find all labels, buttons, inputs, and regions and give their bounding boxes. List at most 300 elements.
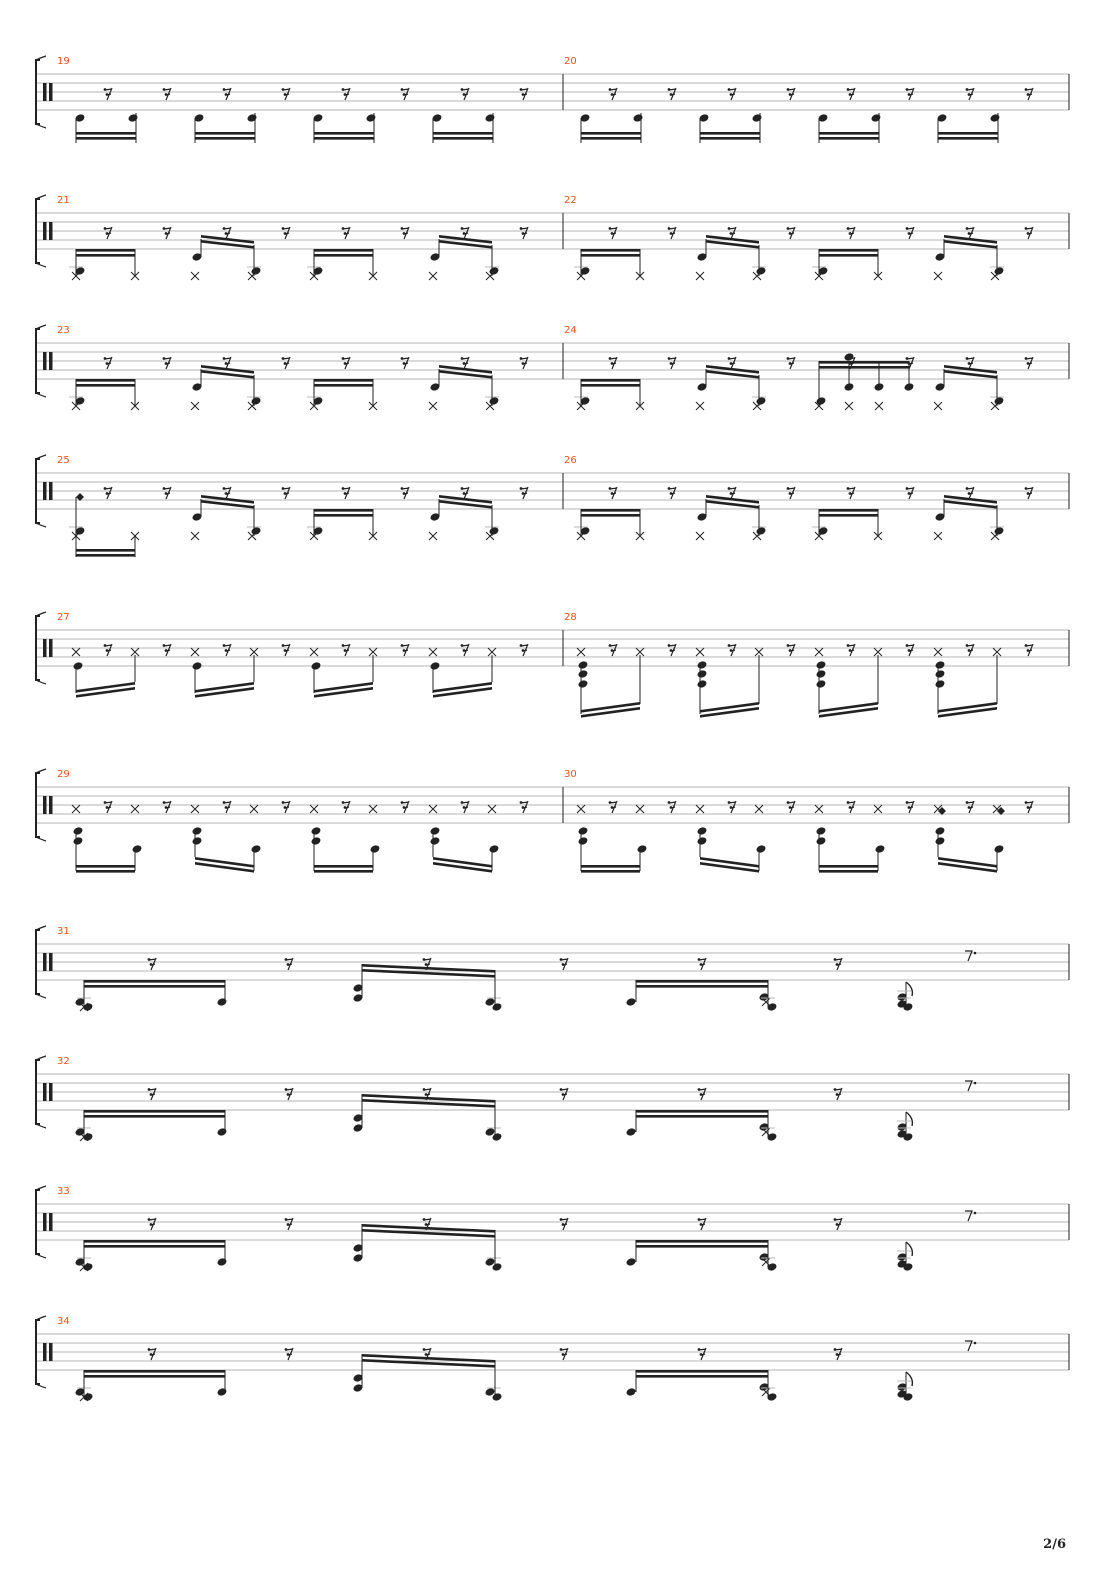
note-head — [430, 661, 441, 671]
bracket-hook — [36, 1254, 46, 1258]
x-note-head — [845, 402, 853, 410]
bracket-hook — [36, 1316, 46, 1320]
bracket-hook — [36, 523, 46, 527]
rest-dot — [1025, 357, 1028, 360]
rest-dot — [908, 232, 911, 235]
x-note-head — [991, 532, 999, 540]
rest-dot — [670, 232, 673, 235]
rest-dot — [700, 1093, 703, 1096]
rest-dot — [150, 1093, 153, 1096]
x-note-head — [310, 805, 318, 813]
percussion-clef-bar — [43, 1083, 47, 1101]
measure-number: 24 — [564, 325, 577, 336]
x-note-head — [429, 648, 437, 656]
note-head — [311, 826, 322, 836]
rest-dot — [836, 1093, 839, 1096]
rest-dot — [611, 492, 614, 495]
rest-dot — [847, 801, 850, 804]
rest-dot — [282, 487, 285, 490]
rest-dot — [1025, 88, 1028, 91]
rest-dot — [223, 801, 226, 804]
rest-dot — [908, 649, 911, 652]
x-note-head — [248, 532, 256, 540]
x-note-head — [369, 805, 377, 813]
rest-dot — [148, 1088, 151, 1091]
staff-system — [36, 1056, 1069, 1142]
rest-dot — [522, 806, 525, 809]
x-note-head — [429, 272, 437, 280]
rest-dot — [728, 801, 731, 804]
note-beam — [819, 870, 878, 873]
x-note-head — [486, 532, 494, 540]
note-beam — [636, 1115, 768, 1118]
x-note-head — [131, 648, 139, 656]
note-beam — [636, 1110, 768, 1113]
note-beam — [636, 980, 768, 983]
note-head — [73, 661, 84, 671]
rest-dot — [282, 227, 285, 230]
rest-dot — [401, 644, 404, 647]
note-beam — [581, 384, 640, 387]
measure-number: 34 — [57, 1316, 70, 1327]
rest-dot — [730, 649, 733, 652]
rest-dot — [401, 357, 404, 360]
note-head — [626, 1127, 637, 1137]
bracket-hook — [36, 680, 46, 684]
rest-dot — [836, 963, 839, 966]
note-head — [816, 679, 827, 689]
rest-dot — [282, 88, 285, 91]
note-beam — [76, 870, 135, 873]
rest-dot — [968, 492, 971, 495]
rest-dot — [104, 487, 107, 490]
x-note-head — [191, 805, 199, 813]
x-note-head — [488, 648, 496, 656]
note-head — [935, 669, 946, 679]
note-beam — [819, 509, 878, 512]
rest-dot — [787, 357, 790, 360]
note-beam — [581, 514, 640, 517]
rest-dot — [849, 93, 852, 96]
rest-dot — [847, 644, 850, 647]
x-note-head — [815, 648, 823, 656]
rest-dot — [520, 644, 523, 647]
note-beam — [433, 137, 493, 140]
rest-dot — [165, 362, 168, 365]
rest-dot — [225, 806, 228, 809]
rest-dot — [730, 93, 733, 96]
note-head — [697, 836, 708, 846]
x-note-head — [696, 648, 704, 656]
note-head — [128, 113, 139, 123]
note-head — [370, 844, 381, 854]
rest-dot — [906, 487, 909, 490]
rest-dot — [104, 801, 107, 804]
rest-dot — [225, 93, 228, 96]
x-note-head — [696, 272, 704, 280]
note-beam — [314, 509, 373, 512]
note-head — [366, 113, 377, 123]
note-head — [935, 679, 946, 689]
rest-dot — [670, 362, 673, 365]
rest-dot — [461, 644, 464, 647]
note-beam — [581, 870, 640, 873]
rest-dot — [700, 1353, 703, 1356]
measure-number: 32 — [57, 1056, 70, 1067]
rest-dot — [520, 801, 523, 804]
note-beam — [76, 137, 136, 140]
rest-dot — [847, 227, 850, 230]
x-note-head — [874, 648, 882, 656]
note-head — [994, 526, 1005, 536]
rest-dot — [284, 93, 287, 96]
note-head — [430, 836, 441, 846]
rest-dot — [698, 1218, 701, 1221]
rest-dot — [223, 644, 226, 647]
rest-dot — [165, 492, 168, 495]
note-beam — [314, 865, 373, 868]
note-head — [871, 113, 882, 123]
rest-dot — [287, 1093, 290, 1096]
rest-dot — [163, 227, 166, 230]
bracket-hook — [36, 195, 46, 199]
bracket-hook — [36, 1124, 46, 1128]
rest-dot — [163, 487, 166, 490]
note-head — [489, 844, 500, 854]
staff-system — [36, 455, 1069, 557]
bracket-hook — [36, 1384, 46, 1388]
rest-dot — [287, 1353, 290, 1356]
note-beam — [195, 132, 255, 135]
note-beam — [84, 1240, 225, 1243]
staff-system — [36, 56, 1069, 143]
rest-dot — [423, 1088, 426, 1091]
rest-dot — [968, 649, 971, 652]
note-head — [756, 396, 767, 406]
rest-dot — [789, 492, 792, 495]
rest-dot — [223, 227, 226, 230]
rest-dot — [165, 649, 168, 652]
rest-dot — [787, 227, 790, 230]
note-beam — [819, 514, 878, 517]
note-head — [251, 266, 262, 276]
rest-dot — [974, 952, 977, 955]
note-beam — [84, 980, 225, 983]
rest-dot — [163, 801, 166, 804]
note-beam — [84, 1375, 225, 1378]
staff-system — [36, 612, 1069, 718]
rest-dot — [150, 963, 153, 966]
rest-dot — [403, 806, 406, 809]
rest-dot — [787, 88, 790, 91]
rest-dot — [1027, 492, 1030, 495]
rest-dot — [611, 806, 614, 809]
note-beam — [581, 249, 640, 252]
rest-dot — [522, 362, 525, 365]
note-head — [697, 679, 708, 689]
rest-dot — [560, 1218, 563, 1221]
rest-dot — [148, 1218, 151, 1221]
rest-dot — [342, 644, 345, 647]
rest-dot — [285, 1218, 288, 1221]
rest-dot — [403, 492, 406, 495]
x-note-head — [755, 805, 763, 813]
x-note-head — [429, 805, 437, 813]
note-beam — [433, 132, 493, 135]
rest-dot — [670, 806, 673, 809]
rest-dot — [342, 487, 345, 490]
rest-dot — [609, 88, 612, 91]
x-note-head — [875, 402, 883, 410]
rest-dot — [401, 801, 404, 804]
rest-dot — [1027, 649, 1030, 652]
rest-dot — [165, 93, 168, 96]
rest-dot — [106, 232, 109, 235]
rest-dot — [425, 963, 428, 966]
percussion-clef-bar — [49, 83, 53, 101]
note-beam — [84, 1115, 225, 1118]
rest-dot — [522, 649, 525, 652]
bracket-hook — [36, 837, 46, 841]
note-head — [217, 1127, 228, 1137]
rest-dot — [834, 1218, 837, 1221]
rest-dot — [974, 1212, 977, 1215]
rest-dot — [906, 227, 909, 230]
note-beam — [700, 132, 760, 135]
percussion-clef-bar — [43, 796, 47, 814]
measure-number: 33 — [57, 1186, 70, 1197]
note-beam — [76, 132, 136, 135]
rest-dot — [520, 227, 523, 230]
measure-number: 28 — [564, 612, 577, 623]
percussion-clef-bar — [49, 639, 53, 657]
rest-dot — [611, 362, 614, 365]
rest-dot — [423, 958, 426, 961]
note-head — [816, 669, 827, 679]
x-note-head — [696, 402, 704, 410]
percussion-clef-bar — [49, 1083, 53, 1101]
rest-dot — [849, 649, 852, 652]
note-beam — [76, 249, 135, 252]
note-beam — [819, 865, 878, 868]
staff-system — [36, 195, 1069, 280]
note-beam — [76, 549, 135, 552]
note-head — [192, 661, 203, 671]
note-head — [578, 669, 589, 679]
rest-dot — [285, 958, 288, 961]
note-head — [192, 826, 203, 836]
note-head — [73, 826, 84, 836]
rest-dot — [463, 806, 466, 809]
note-beam — [314, 249, 373, 252]
note-head — [192, 836, 203, 846]
note-head — [756, 844, 767, 854]
percussion-clef-bar — [43, 953, 47, 971]
bracket-hook — [36, 124, 46, 128]
note-beam — [938, 137, 998, 140]
rest-dot — [968, 93, 971, 96]
rest-dot — [520, 487, 523, 490]
rest-dot — [225, 362, 228, 365]
rest-dot — [668, 644, 671, 647]
note-flag — [906, 1372, 912, 1386]
rest-dot — [342, 88, 345, 91]
measure-number: 27 — [57, 612, 70, 623]
rest-dot — [104, 644, 107, 647]
rest-dot — [165, 806, 168, 809]
note-head — [311, 661, 322, 671]
x-note-head — [486, 402, 494, 410]
bracket-hook — [36, 325, 46, 329]
percussion-clef-bar — [49, 222, 53, 240]
rest-dot — [403, 232, 406, 235]
rest-dot — [966, 487, 969, 490]
measure-number: 23 — [57, 325, 70, 336]
x-note-head — [991, 402, 999, 410]
rest-dot — [425, 1093, 428, 1096]
rest-dot — [284, 492, 287, 495]
rest-dot — [1027, 93, 1030, 96]
note-head — [994, 844, 1005, 854]
x-note-head — [934, 648, 942, 656]
rest-dot — [560, 1348, 563, 1351]
note-head — [489, 526, 500, 536]
x-note-head — [696, 532, 704, 540]
rest-dot — [1025, 487, 1028, 490]
note-beam — [314, 379, 373, 382]
rest-dot — [463, 492, 466, 495]
rest-dot — [730, 232, 733, 235]
x-note-head — [753, 402, 761, 410]
note-flag — [906, 1112, 912, 1126]
note-head — [626, 1257, 637, 1267]
rest-dot — [1027, 232, 1030, 235]
rest-dot — [106, 492, 109, 495]
rest-dot — [522, 492, 525, 495]
rest-dot — [522, 232, 525, 235]
rest-dot — [906, 801, 909, 804]
rest-dot — [461, 227, 464, 230]
rest-dot — [728, 487, 731, 490]
rest-dot — [285, 1348, 288, 1351]
rest-dot — [461, 357, 464, 360]
x-note-head — [250, 648, 258, 656]
x-note-head — [250, 805, 258, 813]
rest-dot — [104, 357, 107, 360]
rest-dot — [609, 357, 612, 360]
x-note-head — [72, 648, 80, 656]
percussion-clef-bar — [49, 953, 53, 971]
x-note-head — [131, 805, 139, 813]
rest-dot — [560, 1088, 563, 1091]
rest-dot — [789, 232, 792, 235]
note-beam — [581, 132, 641, 135]
rest-dot — [223, 88, 226, 91]
rest-dot — [282, 644, 285, 647]
rest-dot — [562, 1093, 565, 1096]
x-note-head — [429, 402, 437, 410]
rest-dot — [974, 1342, 977, 1345]
rest-dot — [106, 649, 109, 652]
rest-dot — [787, 644, 790, 647]
note-head — [756, 266, 767, 276]
note-head — [251, 526, 262, 536]
rest-dot — [730, 362, 733, 365]
percussion-clef-bar — [49, 352, 53, 370]
note-beam — [314, 384, 373, 387]
note-beam — [581, 379, 640, 382]
rest-dot — [966, 88, 969, 91]
rest-dot — [560, 958, 563, 961]
staff-system — [36, 926, 1069, 1012]
rest-dot — [284, 362, 287, 365]
note-head — [844, 352, 855, 362]
rest-dot — [1025, 801, 1028, 804]
note-head — [633, 113, 644, 123]
note-head — [994, 396, 1005, 406]
rest-dot — [148, 1348, 151, 1351]
rest-dot — [668, 487, 671, 490]
percussion-clef-bar — [43, 1213, 47, 1231]
note-beam — [76, 384, 135, 387]
bracket-hook — [36, 1056, 46, 1060]
rest-dot — [849, 806, 852, 809]
rest-dot — [403, 362, 406, 365]
note-head — [217, 1257, 228, 1267]
rest-dot — [163, 88, 166, 91]
note-beam — [636, 985, 768, 988]
measure-number: 26 — [564, 455, 577, 466]
rest-dot — [425, 1353, 428, 1356]
note-beam — [581, 137, 641, 140]
x-note-head — [248, 402, 256, 410]
note-head — [637, 844, 648, 854]
bracket-hook — [36, 612, 46, 616]
measure-number: 25 — [57, 455, 70, 466]
note-head — [935, 826, 946, 836]
x-note-head — [815, 805, 823, 813]
note-beam — [636, 1370, 768, 1373]
rest-dot — [966, 357, 969, 360]
rest-dot — [728, 357, 731, 360]
percussion-clef-bar — [49, 482, 53, 500]
note-head — [311, 836, 322, 846]
note-beam — [700, 137, 760, 140]
rest-dot — [968, 232, 971, 235]
rest-dot — [282, 801, 285, 804]
x-note-head — [488, 805, 496, 813]
rest-dot — [562, 963, 565, 966]
note-head — [697, 660, 708, 670]
percussion-clef-bar — [49, 1343, 53, 1361]
rest-dot — [163, 357, 166, 360]
rest-dot — [282, 357, 285, 360]
rest-dot — [728, 644, 731, 647]
measure-number: 30 — [564, 769, 577, 780]
x-note-head — [191, 272, 199, 280]
note-head — [217, 997, 228, 1007]
rest-dot — [611, 93, 614, 96]
note-head — [489, 266, 500, 276]
bracket-hook — [36, 994, 46, 998]
rest-dot — [789, 93, 792, 96]
note-head — [626, 997, 637, 1007]
rest-dot — [1027, 362, 1030, 365]
note-head — [935, 836, 946, 846]
rest-dot — [908, 492, 911, 495]
x-note-head — [874, 805, 882, 813]
note-beam — [938, 132, 998, 135]
